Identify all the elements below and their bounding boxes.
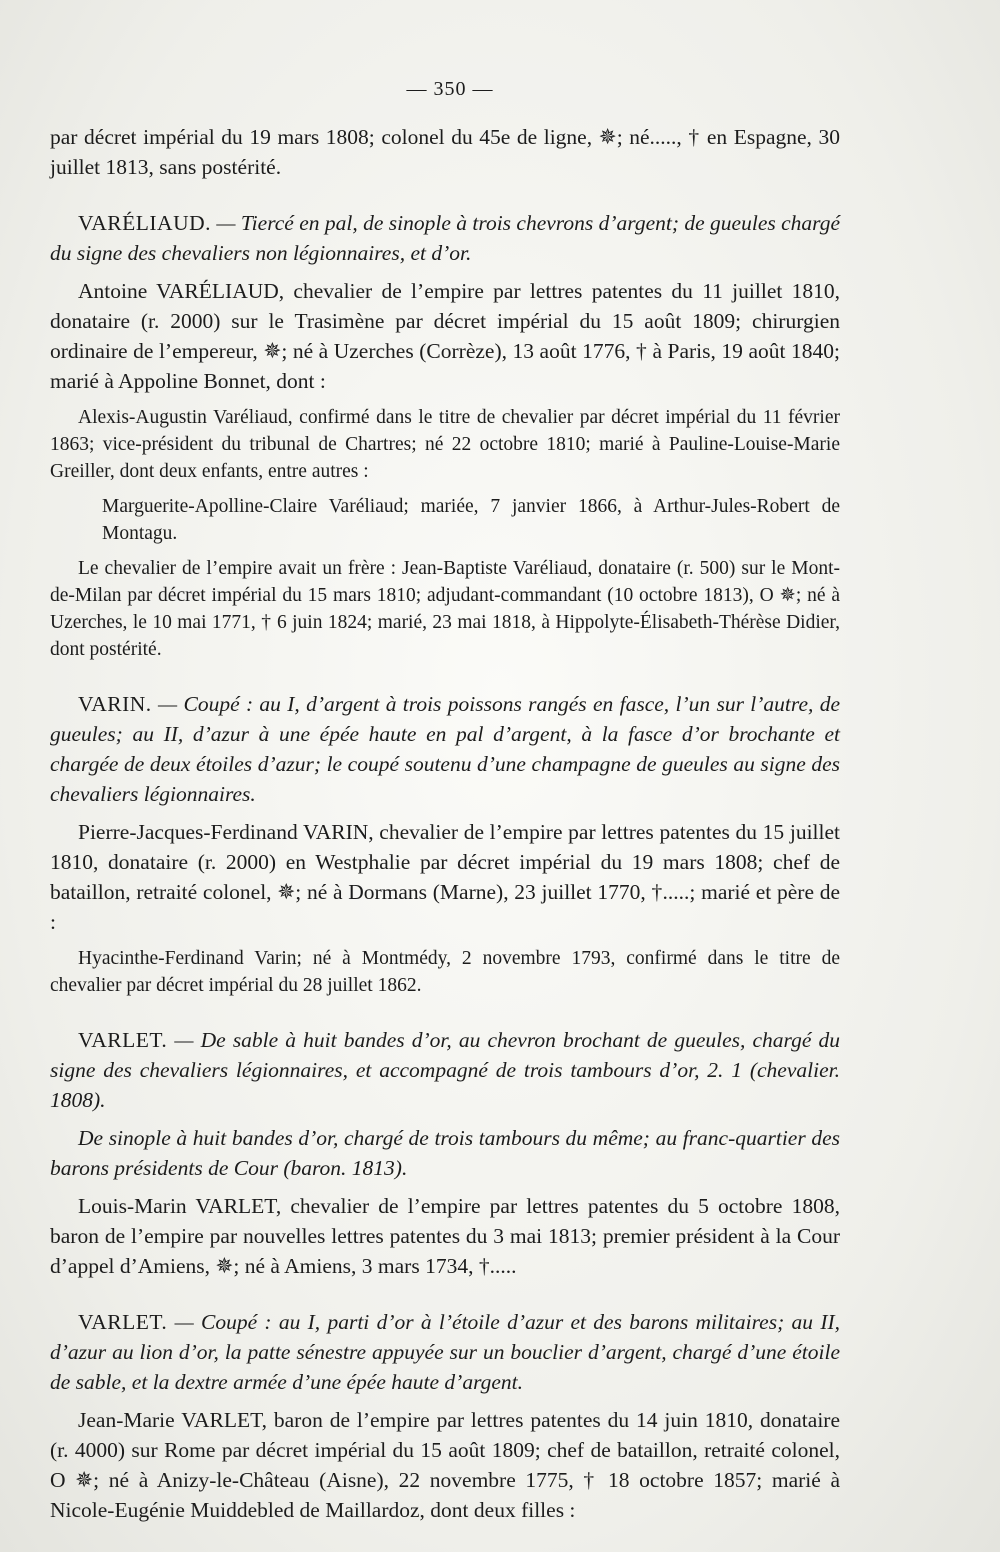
- entry-heading-vareliaud: [50, 208, 840, 268]
- blazon-text: — De sable à huit bandes d’or, au chevron brochant de gueules, chargé du signe des chevaliers légionnaires, et accompagné de trois tambours d’or, 2. 1 (chevalier. 1808).: [50, 1028, 840, 1112]
- blazon-text: — Coupé : au I, parti d’or à l’étoile d’azur et des barons militaires; au II, d’azur au lion d’or, la patte sénestre appuyée sur un bouclier d’argent, chargé d’une étoile de sable, et la dextre armée d’une épée haute d’argent.: [50, 1310, 841, 1394]
- surname: VARIN.: [78, 692, 152, 716]
- surname: VARLET.: [78, 1310, 168, 1334]
- blazon-text: — Tiercé en pal, de sinople à trois chevrons d’argent; de gueules chargé du signe des chevaliers non légionnaires, et d’or.: [50, 211, 841, 265]
- surname: VARÉLIAUD.: [78, 211, 212, 235]
- descendant-sub-paragraph: Marguerite-Apolline-Claire Varéliaud; mariée, 7 janvier 1866, à Arthur-Jules-Robert de Montagu.: [102, 496, 840, 544]
- entry-heading-varlet: [50, 1025, 840, 1115]
- blazon-paragraph: De sinople à huit bandes d’or, chargé de trois tambours du même; au franc-quartier des barons présidents de Cour (baron. 1813).: [50, 1126, 840, 1180]
- page-body: [50, 122, 840, 1525]
- surname: VARLET.: [78, 1028, 168, 1052]
- blazon-text: — Coupé : au I, d’argent à trois poissons rangés en fasce, l’un sur l’autre, de gueules; au II, d’azur à une épée haute en pal d’argent, à la fasce d’or brochante et chargée de deux étoiles d’azur; le coupé soutenu d’une champagne de gueules au signe des chevaliers légionnaires.: [50, 692, 841, 806]
- biography-paragraph: Louis-Marin VARLET, chevalier de l’empire par lettres patentes du 5 octobre 1808, baron de l’empire par nouvelles lettres patentes du 3 mai 1813; premier président à la Cour d’appel d’Amiens, ✵; né à Amiens, 3 mars 1734, †.....: [50, 1194, 840, 1278]
- continuation-paragraph: par décret impérial du 19 mars 1808; colonel du 45e de ligne, ✵; né....., † en Espagne, 30 juillet 1813, sans postérité.: [50, 125, 840, 179]
- page-number: — 350 —: [406, 78, 494, 100]
- descendant-paragraph: Alexis-Augustin Varéliaud, confirmé dans le titre de chevalier par décret impérial du 11 février 1863; vice-président du tribunal de Chartres; né 22 octobre 1810; marié à Pauline-Louise-Marie Greiller, dont deux enfants, entre autres :: [50, 407, 840, 482]
- biography-paragraph: Antoine VARÉLIAUD, chevalier de l’empire par lettres patentes du 11 juillet 1810, donataire (r. 2000) sur le Trasimène par décret impérial du 15 août 1809; chirurgien ordinaire de l’empereur, ✵; né à Uzerches (Corrèze), 13 août 1776, † à Paris, 19 août 1840; marié à Appoline Bonnet, dont :: [50, 279, 840, 393]
- sibling-paragraph: Le chevalier de l’empire avait un frère : Jean-Baptiste Varéliaud, donataire (r. 500) sur le Mont-de-Milan par décret impérial du 15 mars 1810; adjudant-commandant (10 octobre 1813), O ✵; né à Uzerches, le 10 mai 1771, † 6 juin 1824; marié, 23 mai 1818, à Hippolyte-Élisabeth-Thérèse Didier, dont postérité.: [50, 558, 840, 660]
- biography-paragraph: Pierre-Jacques-Ferdinand VARIN, chevalier de l’empire par lettres patentes du 15 juillet 1810, donataire (r. 2000) en Westphalie par décret impérial du 19 mars 1808; chef de bataillon, retraité colonel, ✵; né à Dormans (Marne), 23 juillet 1770, †.....; marié et père de :: [50, 820, 840, 934]
- biography-paragraph: Jean-Marie VARLET, baron de l’empire par lettres patentes du 14 juin 1810, donataire (r. 4000) sur Rome par décret impérial du 15 août 1809; chef de bataillon, retraité colonel, O ✵; né à Anizy-le-Château (Aisne), 22 novembre 1775, † 18 octobre 1857; marié à Nicole-Eugénie Muiddebled de Maillardoz, dont deux filles :: [50, 1408, 840, 1522]
- descendant-paragraph: Hyacinthe-Ferdinand Varin; né à Montmédy, 2 novembre 1793, confirmé dans le titre de chevalier par décret impérial du 28 juillet 1862.: [50, 948, 840, 996]
- entry-heading-varlet-2: [50, 1307, 840, 1397]
- entry-heading-varin: [50, 689, 840, 809]
